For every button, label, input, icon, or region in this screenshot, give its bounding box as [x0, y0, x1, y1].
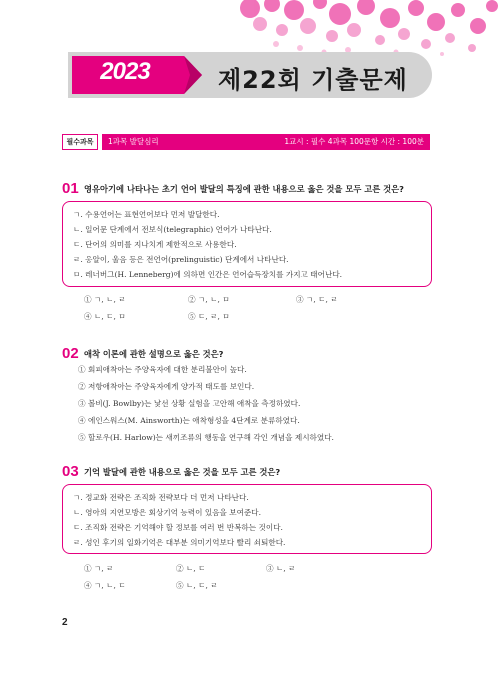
- answer-option[interactable]: ④ ㄴ, ㄷ, ㅁ: [84, 312, 126, 321]
- session-info: 1교시 : 필수 4과목 100문항 시간 : 100분: [284, 137, 424, 146]
- statement: ㄹ. 성인 후기의 일화기억은 대부분 의미기억보다 빨리 쇠퇴한다.: [73, 538, 286, 547]
- chapter-title-bar: [68, 52, 432, 98]
- decorative-flower-graphic: [220, 0, 500, 60]
- question-01-options: [84, 294, 424, 328]
- subject-bar: [62, 134, 430, 150]
- page-number: 2: [62, 617, 68, 628]
- question-number: 03: [62, 463, 79, 480]
- statement: ㄷ. 조직화 전략은 기억해야 할 정보를 여러 번 반복하는 것이다.: [73, 523, 283, 532]
- question-01-statement-box: [62, 201, 432, 287]
- page-title: 제22회 기출문제: [218, 66, 408, 94]
- answer-choice[interactable]: ③ 볼비(J. Bowlby)는 낯선 상황 실험을 고안해 애착을 측정하였다.: [78, 399, 301, 408]
- required-subject-badge: 필수과목: [62, 134, 98, 150]
- answer-option[interactable]: ② ㄱ, ㄴ, ㅁ: [188, 295, 230, 304]
- statement: ㅁ. 레너버그(H. Lenneberg)에 의하면 인간은 언어습득장치를 가지고 태어난다.: [73, 270, 343, 279]
- question-number: 01: [62, 180, 79, 197]
- statement: ㄱ. 수용언어는 표현언어보다 먼저 발달한다.: [73, 210, 220, 219]
- answer-option[interactable]: ③ ㄴ, ㄹ: [266, 564, 296, 573]
- statement: ㄹ. 옹알이, 울음 등은 전언어(prelinguistic) 단계에서 나타난다.: [73, 255, 289, 264]
- question-text: 애착 이론에 관한 설명으로 옳은 것은?: [84, 349, 224, 359]
- answer-option[interactable]: ③ ㄱ, ㄷ, ㄹ: [296, 295, 338, 304]
- statement: ㄴ. 일어문 단계에서 전보식(telegraphic) 언어가 나타난다.: [73, 225, 272, 234]
- answer-option[interactable]: ② ㄴ, ㄷ: [176, 564, 206, 573]
- subject-strip: [102, 134, 430, 150]
- answer-option[interactable]: ① ㄱ, ㄹ: [84, 564, 114, 573]
- statement: ㄷ. 단어의 의미를 지나치게 제한적으로 사용한다.: [73, 240, 237, 249]
- statement: ㄴ. 영아의 지연모방은 회상기억 능력이 있음을 보여준다.: [73, 508, 262, 517]
- answer-choice[interactable]: ② 저항애착아는 주양육자에게 양가적 태도를 보인다.: [78, 382, 255, 391]
- question-02-choices: [78, 361, 438, 446]
- answer-option[interactable]: ⑤ ㄷ, ㄹ, ㅁ: [188, 312, 230, 321]
- question-03-options: [84, 563, 424, 597]
- answer-option[interactable]: ⑤ ㄴ, ㄷ, ㄹ: [176, 581, 218, 590]
- answer-option[interactable]: ④ ㄱ, ㄴ, ㄷ: [84, 581, 126, 590]
- subject-name: 1과목 발달심리: [108, 137, 159, 146]
- answer-choice[interactable]: ⑤ 할로우(H. Harlow)는 새끼조류의 행동을 연구해 각인 개념을 제시하였다.: [78, 433, 334, 442]
- answer-choice[interactable]: ① 회피애착아는 주양육자에 대한 분리불안이 높다.: [78, 365, 247, 374]
- answer-choice[interactable]: ④ 에인스워스(M. Ainsworth)는 애착형성을 4단계로 분류하였다.: [78, 416, 300, 425]
- statement: ㄱ. 정교화 전략은 조직화 전략보다 더 먼저 나타난다.: [73, 493, 249, 502]
- year-label: 2023: [100, 58, 150, 85]
- answer-option[interactable]: ① ㄱ, ㄴ, ㄹ: [84, 295, 126, 304]
- question-text: 기억 발달에 관한 내용으로 옳은 것을 모두 고른 것은?: [84, 467, 281, 477]
- question-03-statement-box: [62, 484, 432, 554]
- question-number: 02: [62, 345, 79, 362]
- question-text: 영유아기에 나타나는 초기 언어 발달의 특징에 관한 내용으로 옳은 것을 모두 고른 것은?: [84, 184, 404, 194]
